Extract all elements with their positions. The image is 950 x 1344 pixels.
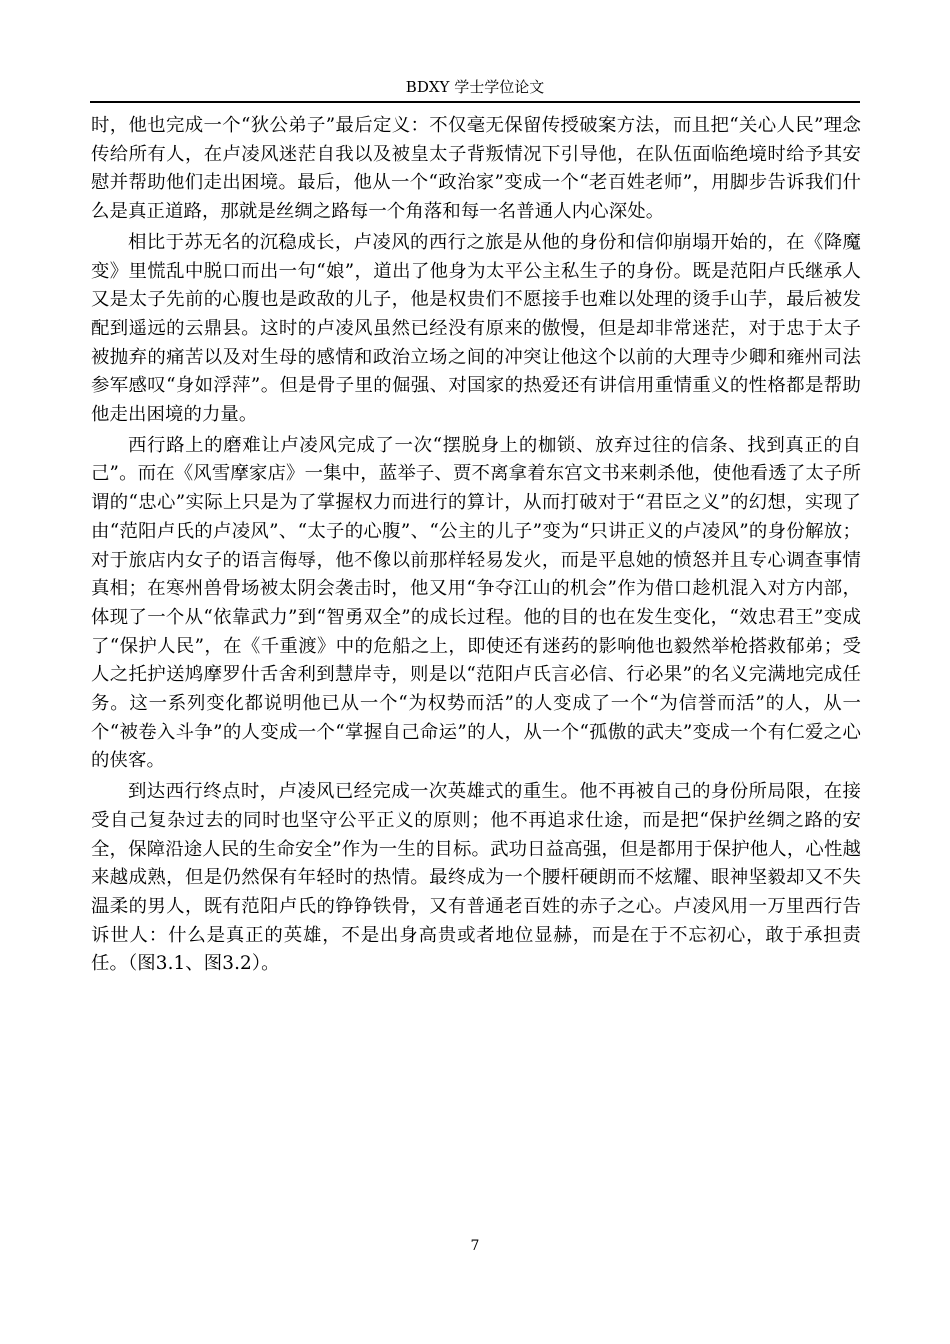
paragraph-continuation: 时，他也完成一个“狄公弟子”最后定义：不仅毫无保留传授破案方法，而且把“关心人民”理念传给所有人，在卢凌风迷茫自我以及被皇太子背叛情况下引导他，在队伍面临绝境时给予其安慰并帮助他们走出困境。最后，他从一个“政治家”变成一个“老百姓老师”，用脚步告诉我们什么是真正道路，那就是丝绸之路每一个角落和每一名普通人内心深处。 — [91, 115, 861, 223]
header-divider — [90, 101, 860, 103]
page-header: BDXY 学士学位论文 — [405, 78, 545, 96]
paragraph-3: 西行路上的磨难让卢凌风完成了一次“摆脱身上的枷锁、放弃过往的信条、找到真正的自己”。而在《风雪摩家店》一集中，蓝举子、贾不离拿着东宫文书来刺杀他，使他看透了太子所谓的“忠心”实际上只是为了掌握权力而进行的算计，从而打破对于“君臣之义”的幻想，实现了由“范阳卢氏的卢凌风”、“太子的心腹”、“公主的儿子”变为“只讲正义的卢凌风”的身份解放；对于旅店内女子的语言侮辱，他不像以前那样轻易发火，而是平息她的愤怒并且专心调查事情真相；在寒州兽骨场被太阴会袭击时，他又用“争夺江山的机会”作为借口趁机混入对方内部，体现了一个从“依靠武力”到“智勇双全”的成长过程。他的目的也在发生变化，“效忠君王”变成了“保护人民”，在《千重渡》中的危船之上，即使还有迷药的影响他也毅然举枪搭救郁弟；受人之托护送鸠摩罗什舌舍利到慧岸寺，则是以“范阳卢氏言必信、行必果”的名义完满地完成任务。这一系列变化都说明他已从一个“为权势而活”的人变成了一个“为信誉而活”的人，从一个“被卷入斗争”的人变成一个“掌握自己命运”的人，从一个“孤傲的武夫”变成一个有仁爱之心的侠客。 — [91, 434, 861, 772]
paragraph-2: 相比于苏无名的沉稳成长，卢凌风的西行之旅是从他的身份和信仰崩塌开始的，在《降魔变》里慌乱中脱口而出一句“娘”，道出了他身为太平公主私生子的身份。既是范阳卢氏继承人又是太子先前的心腹也是政敌的儿子，他是权贵们不愿接手也难以处理的烫手山芋，最后被发配到遥远的云鼎县。这时的卢凌风虽然已经没有原来的傲慢，但是却非常迷茫，对于忠于太子被抛弃的痛苦以及对生母的感情和政治立场之间的冲突让他这个以前的大理寺少卿和雍州司法参军感叹“身如浮萍”。但是骨子里的倔强、对国家的热爱还有讲信用重情重义的性格都是帮助他走出困境的力量。 — [91, 231, 861, 426]
body-text — [91, 112, 861, 981]
paragraph-4: 到达西行终点时，卢凌风已经完成一次英雄式的重生。他不再被自己的身份所局限，在接受自己复杂过去的同时也坚守公平正义的原则；他不再追求仕途，而是把“保护丝绸之路的安全，保障沿途人民的生命安全”作为一生的目标。武功日益高强，但是都用于保护他人，心性越来越成熟，但是仍然保有年轻时的热情。最终成为一个腰杆硬朗而不炫耀、眼神坚毅却又不失温柔的男人，既有范阳卢氏的铮铮铁骨，又有普通老百姓的赤子之心。卢凌风用一万里西行告诉世人：什么是真正的英雄，不是出身高贵或者地位显赫，而是在于不忘初心，敢于承担责任。（图3.1、图3.2）。 — [91, 781, 861, 975]
page-number: 7 — [470, 1238, 480, 1254]
